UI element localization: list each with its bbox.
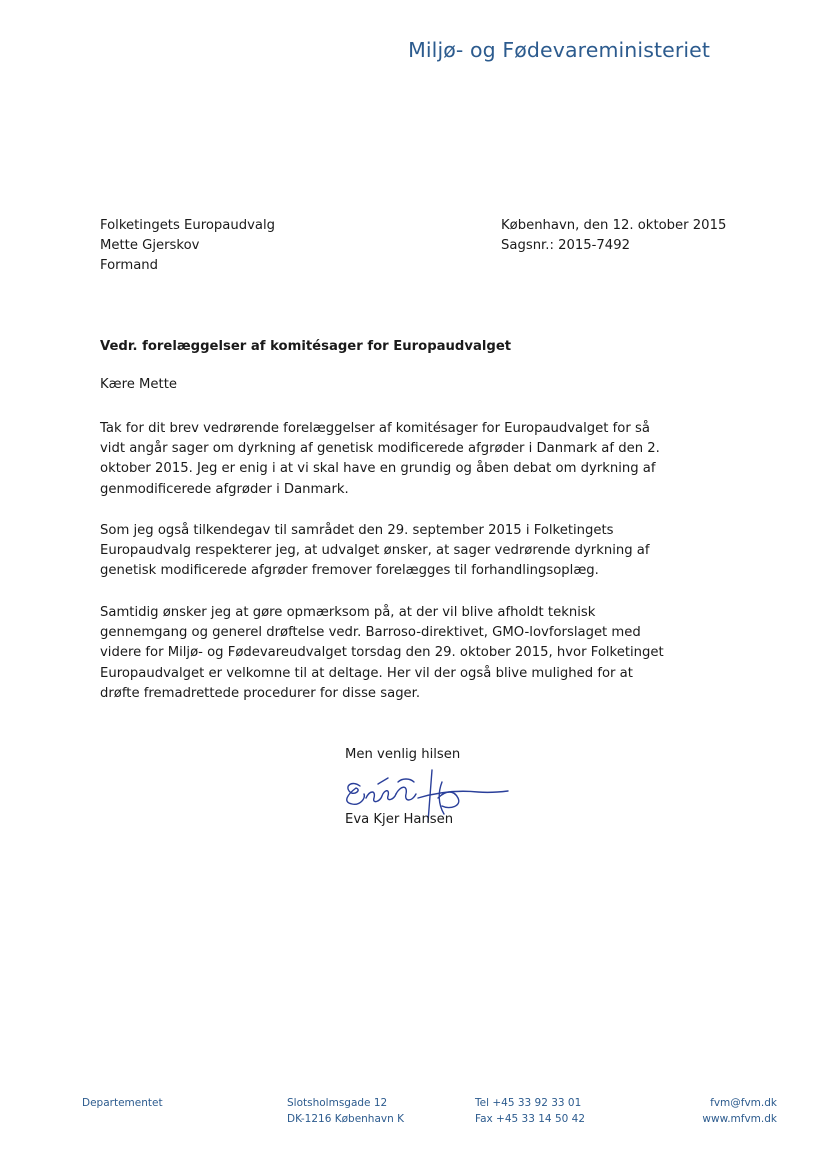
- recipient-block: [100, 216, 275, 276]
- case-number: Sagsnr.: 2015-7492: [501, 238, 630, 253]
- recipient-name: Mette Gjerskov: [100, 238, 200, 253]
- letter-subject: Vedr. forelæggelser af komitésager for Europaudvalget: [100, 339, 512, 354]
- closing-greeting: Men venlig hilsen: [345, 747, 461, 762]
- paragraph-line: Europaudvalg respekterer jeg, at udvalget ønsker, at sager vedrørende dyrkning af: [100, 543, 650, 559]
- paragraph-line: videre for Miljø- og Fødevareudvalget torsdag den 29. oktober 2015, hvor Folketinget: [100, 645, 664, 661]
- paragraph-line: Samtidig ønsker jeg at gøre opmærksom på, at der vil blive afholdt teknisk: [100, 605, 596, 620]
- address-city: DK-1216 København K: [287, 1112, 404, 1125]
- paragraph-2: [100, 521, 740, 582]
- paragraph-line: vidt angår sager om dyrkning af genetisk modificerede afgrøder i Danmark af den 2.: [100, 441, 660, 457]
- address-street: Slotsholmsgade 12: [287, 1097, 388, 1109]
- paragraph-1: [100, 419, 740, 500]
- footer-department: [82, 1096, 163, 1112]
- signer-name: Eva Kjer Hansen: [345, 812, 454, 827]
- paragraph-line: Europaudvalget er velkomne til at deltage. Her vil der også blive mulighed for at: [100, 665, 633, 681]
- letter-meta: [501, 216, 726, 256]
- fax-number: Fax +45 33 14 50 42: [475, 1112, 586, 1125]
- salutation: Kære Mette: [100, 377, 177, 392]
- footer-phone: [475, 1096, 585, 1127]
- footer-contact: [620, 1096, 777, 1127]
- paragraph-line: gennemgang og generel drøftelse vedr. Barroso-direktivet, GMO-lovforslaget med: [100, 625, 641, 641]
- paragraph-line: genetisk modificerede afgrøder fremover forelægges til forhandlingsoplæg.: [100, 563, 599, 579]
- department-label: Departementet: [82, 1097, 163, 1109]
- paragraph-line: oktober 2015. Jeg er enig i at vi skal have en grundig og åben debat om dyrkning af: [100, 461, 656, 477]
- phone-number: Tel +45 33 92 33 01: [475, 1097, 582, 1109]
- place-date: København, den 12. oktober 2015: [501, 218, 727, 233]
- website-link[interactable]: www.mfvm.dk: [702, 1112, 777, 1125]
- paragraph-line: Tak for dit brev vedrørende forelæggelser af komitésager for Europaudvalget for så: [100, 421, 650, 436]
- paragraph-line: Som jeg også tilkendegav til samrådet den 29. september 2015 i Folketingets: [100, 523, 614, 538]
- footer-address: [287, 1096, 404, 1127]
- paragraph-line: drøfte fremadrettede procedurer for disse sager.: [100, 685, 421, 701]
- ministry-letterhead: Miljø- og Fødevareministeriet: [408, 38, 710, 62]
- paragraph-3: [100, 603, 740, 704]
- paragraph-line: genmodificerede afgrøder i Danmark.: [100, 481, 349, 497]
- recipient-title: Formand: [100, 258, 159, 273]
- recipient-organization: Folketingets Europaudvalg: [100, 218, 276, 233]
- email-link[interactable]: fvm@fvm.dk: [710, 1097, 777, 1109]
